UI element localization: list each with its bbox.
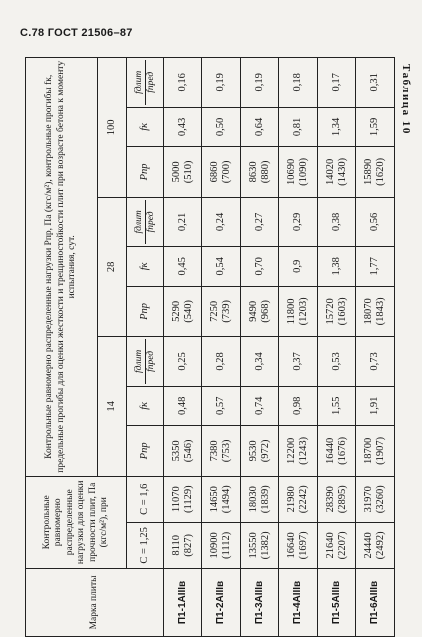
value-kgf: (540) <box>182 300 194 323</box>
value-cell-p28 <box>163 286 202 337</box>
value-kgf: (1090) <box>298 157 310 186</box>
f-ratio-denominator: fпред <box>145 350 156 372</box>
value-pa: 0,34 <box>253 352 265 371</box>
value-cell-c125 <box>356 522 395 568</box>
value-kgf: (1494) <box>221 485 233 514</box>
value-pa: 0,24 <box>215 212 227 232</box>
value-cell-c125 <box>202 522 241 568</box>
table-row <box>279 58 318 637</box>
value-cell-p28 <box>240 286 279 337</box>
value-pa: 0,70 <box>253 257 265 276</box>
value-kgf: (1843) <box>375 297 387 326</box>
value-pa: 0,57 <box>215 396 227 416</box>
value-pa: 7380 <box>209 440 221 462</box>
value-kgf: (968) <box>259 300 271 323</box>
value-cell-r100 <box>279 58 318 108</box>
value-pa: 8110 <box>170 535 182 556</box>
value-kgf: (1112) <box>221 531 233 559</box>
f-ratio-header-14 <box>127 337 164 386</box>
value-cell-c16 <box>163 476 202 522</box>
value-cell-r28 <box>356 197 395 246</box>
value-pa: 28390 <box>324 486 336 513</box>
value-pa: 21980 <box>286 486 298 513</box>
value-cell-c125 <box>279 522 318 568</box>
value-pa: 0,31 <box>369 73 381 92</box>
value-cell-r28 <box>202 197 241 246</box>
value-pa: 18030 <box>247 486 259 513</box>
value-cell-r28 <box>317 197 356 246</box>
value-pa: 0,56 <box>369 212 381 232</box>
f-ratio-numerator: fдлит <box>134 339 146 383</box>
value-kgf: (2207) <box>336 531 348 560</box>
page-header: С.78 ГОСТ 21506–87 <box>20 27 133 39</box>
slab-mark: П1-6АIIIв <box>356 568 395 636</box>
value-kgf: (546) <box>182 439 194 463</box>
value-cell-c16 <box>279 476 318 522</box>
value-pa: 15890 <box>363 158 375 186</box>
value-pa: 0,37 <box>292 352 304 371</box>
value-pa: 10690 <box>286 158 298 186</box>
value-cell-fk100 <box>202 107 241 147</box>
value-kgf: (3260) <box>375 485 387 514</box>
value-cell-p100 <box>279 147 318 198</box>
value-kgf: (739) <box>221 300 233 323</box>
value-pa: 14650 <box>209 486 221 513</box>
value-pa: 0,17 <box>330 73 342 92</box>
value-pa: 0,19 <box>215 73 227 92</box>
f-k-header-28: fк <box>127 247 164 287</box>
value-cell-r28 <box>163 197 202 246</box>
value-cell-fk28 <box>279 247 318 287</box>
value-pa: 0,74 <box>253 396 265 416</box>
value-cell-p28 <box>356 286 395 337</box>
table-row <box>202 58 241 637</box>
value-pa: 21640 <box>324 532 336 559</box>
age-28-header: 28 <box>98 197 127 336</box>
value-kgf: (1203) <box>298 297 310 326</box>
c16-header: C = 1,6 <box>127 476 164 522</box>
value-pa: 1,59 <box>369 117 381 137</box>
p-pr-header-14: Pпр <box>127 426 164 477</box>
value-cell-p14 <box>240 426 279 477</box>
value-pa: 0,16 <box>176 73 188 92</box>
value-kgf: (2242) <box>298 485 310 514</box>
value-pa: 0,25 <box>176 352 188 371</box>
value-kgf: (1620) <box>375 157 387 186</box>
slab-mark: П1-2АIIIв <box>202 568 241 636</box>
value-pa: 1,55 <box>330 396 342 416</box>
value-cell-c16 <box>317 476 356 522</box>
value-cell-c16 <box>356 476 395 522</box>
value-pa: 0,81 <box>292 117 304 137</box>
value-kgf: (880) <box>259 160 271 184</box>
value-pa: 0,9 <box>292 259 304 273</box>
value-kgf: (1129) <box>182 485 194 514</box>
value-cell-fk14 <box>317 386 356 426</box>
value-cell-r100 <box>356 58 395 108</box>
value-cell-p28 <box>202 286 241 337</box>
value-cell-p100 <box>317 147 356 198</box>
p-pr-header-100: Pпр <box>127 147 164 198</box>
value-cell-p100 <box>240 147 279 198</box>
value-cell-c16 <box>202 476 241 522</box>
value-pa: 0,73 <box>369 352 381 371</box>
value-cell-fk14 <box>356 386 395 426</box>
value-cell-p14 <box>202 426 241 477</box>
data-table <box>25 57 395 637</box>
value-pa: 15720 <box>324 298 336 325</box>
value-kgf: (1603) <box>336 297 348 326</box>
value-pa: 16440 <box>324 437 336 464</box>
value-pa: 0,45 <box>176 257 188 276</box>
value-kgf: (1697) <box>298 531 310 560</box>
value-pa: 0,48 <box>176 396 188 416</box>
mark-header: Марка плиты <box>26 568 164 636</box>
header-row-3 <box>127 58 164 637</box>
value-cell-p28 <box>279 286 318 337</box>
value-kgf: (700) <box>221 160 233 184</box>
value-cell-fk14 <box>240 386 279 426</box>
value-cell-r100 <box>317 58 356 108</box>
value-pa: 0,18 <box>292 73 304 92</box>
age-14-header: 14 <box>98 337 127 476</box>
value-cell-fk14 <box>279 386 318 426</box>
value-kgf: (1839) <box>259 485 271 514</box>
value-cell-fk100 <box>356 107 395 147</box>
slab-mark: П1-4АIIIв <box>279 568 318 636</box>
value-pa: 9530 <box>247 440 259 462</box>
value-cell-r28 <box>240 197 279 246</box>
value-pa: 14020 <box>324 158 336 186</box>
value-cell-fk100 <box>279 107 318 147</box>
value-pa: 6860 <box>209 161 221 183</box>
value-cell-fk28 <box>163 247 202 287</box>
value-pa: 0,19 <box>253 73 265 92</box>
table-row <box>356 58 395 637</box>
value-pa: 0,98 <box>292 396 304 416</box>
value-kgf: (1676) <box>336 436 348 465</box>
value-cell-p14 <box>356 426 395 477</box>
value-pa: 0,21 <box>176 212 188 232</box>
value-cell-r100 <box>240 58 279 108</box>
value-cell-p14 <box>279 426 318 477</box>
value-cell-fk14 <box>202 386 241 426</box>
value-kgf: (2895) <box>336 485 348 514</box>
value-pa: 1,77 <box>369 257 381 276</box>
p-pr-header-28: Pпр <box>127 286 164 337</box>
f-k-header-14: fк <box>127 386 164 426</box>
value-cell-c16 <box>240 476 279 522</box>
value-cell-p14 <box>317 426 356 477</box>
value-kgf: (1430) <box>336 157 348 186</box>
value-pa: 0,64 <box>253 117 265 137</box>
value-pa: 5000 <box>170 161 182 183</box>
value-pa: 0,50 <box>215 117 227 137</box>
f-ratio-header-28 <box>127 197 164 246</box>
f-ratio-numerator: fдлит <box>134 200 146 244</box>
value-cell-fk100 <box>163 107 202 147</box>
value-cell-p100 <box>202 147 241 198</box>
value-pa: 0,29 <box>292 212 304 232</box>
value-pa: 31970 <box>363 486 375 513</box>
value-pa: 5350 <box>170 440 182 462</box>
value-pa: 0,43 <box>176 117 188 137</box>
table-row <box>317 58 356 637</box>
f-k-header-100: fк <box>127 107 164 147</box>
value-pa: 0,27 <box>253 212 265 232</box>
f-ratio-denominator: fпред <box>145 211 156 233</box>
value-cell-r100 <box>163 58 202 108</box>
value-kgf: (972) <box>259 439 271 463</box>
slab-mark: П1-3АIIIв <box>240 568 279 636</box>
value-kgf: (2492) <box>375 531 387 560</box>
value-cell-r14 <box>279 337 318 386</box>
value-kgf: (510) <box>182 160 194 184</box>
value-kgf: (1243) <box>298 436 310 465</box>
value-kgf: (753) <box>221 439 233 463</box>
c125-header: C = 1,25 <box>127 522 164 568</box>
value-pa: 18700 <box>363 437 375 464</box>
rigidity-header: Контрольные равномерно распределенные нагрузки Pпр, Па (кгс/м²), контрольные прогибы fк, предельные прогибы для оценки жесткости и трещиностойкости плит при возрасте бетона к моменту испытания, сут. <box>26 58 98 477</box>
value-pa: 1,34 <box>330 117 342 137</box>
value-pa: 9490 <box>247 300 259 322</box>
control-loads-header: Контрольные равномерно распределенные нагрузки для оценки прочности плит, Па (кгс/м²), при <box>26 476 127 568</box>
value-pa: 12200 <box>286 437 298 464</box>
table-row <box>240 58 279 637</box>
table-row <box>163 58 202 637</box>
value-cell-c125 <box>163 522 202 568</box>
value-cell-r14 <box>202 337 241 386</box>
value-cell-p100 <box>356 147 395 198</box>
header-row-1 <box>26 58 98 637</box>
value-cell-r14 <box>163 337 202 386</box>
value-cell-c125 <box>240 522 279 568</box>
value-pa: 8630 <box>247 161 259 183</box>
value-cell-fk28 <box>202 247 241 287</box>
value-pa: 18070 <box>363 298 375 325</box>
value-pa: 10900 <box>209 532 221 559</box>
value-pa: 11070 <box>170 486 182 513</box>
value-kgf: (827) <box>182 533 194 557</box>
value-pa: 1,91 <box>369 396 381 416</box>
value-cell-fk28 <box>356 247 395 287</box>
value-pa: 0,28 <box>215 352 227 371</box>
value-cell-r28 <box>279 197 318 246</box>
value-cell-p28 <box>317 286 356 337</box>
f-ratio-denominator: fпред <box>145 71 156 93</box>
value-pa: 13550 <box>247 532 259 559</box>
slab-mark: П1-1АIIIв <box>163 568 202 636</box>
value-cell-fk14 <box>163 386 202 426</box>
table-title: Таблица 10 <box>400 64 412 135</box>
value-kgf: (1907) <box>375 436 387 465</box>
value-pa: 24440 <box>363 532 375 559</box>
value-cell-p100 <box>163 147 202 198</box>
rotated-table-container <box>25 57 395 637</box>
value-cell-c125 <box>317 522 356 568</box>
value-pa: 16640 <box>286 532 298 559</box>
value-pa: 11800 <box>286 298 298 325</box>
f-ratio-numerator: fдлит <box>134 60 146 105</box>
value-cell-r100 <box>202 58 241 108</box>
value-cell-p14 <box>163 426 202 477</box>
f-ratio-header-100 <box>127 58 164 108</box>
value-pa: 5290 <box>170 300 182 322</box>
value-pa: 0,38 <box>330 212 342 232</box>
value-cell-fk100 <box>317 107 356 147</box>
value-pa: 0,54 <box>215 257 227 276</box>
value-pa: 7250 <box>209 300 221 322</box>
value-cell-fk100 <box>240 107 279 147</box>
value-cell-fk28 <box>317 247 356 287</box>
slab-mark: П1-5АIIIв <box>317 568 356 636</box>
value-cell-r14 <box>356 337 395 386</box>
value-cell-r14 <box>240 337 279 386</box>
value-pa: 0,53 <box>330 352 342 371</box>
value-cell-fk28 <box>240 247 279 287</box>
value-pa: 1,38 <box>330 257 342 276</box>
age-100-header: 100 <box>98 58 127 198</box>
value-cell-r14 <box>317 337 356 386</box>
value-kgf: (1382) <box>259 531 271 560</box>
